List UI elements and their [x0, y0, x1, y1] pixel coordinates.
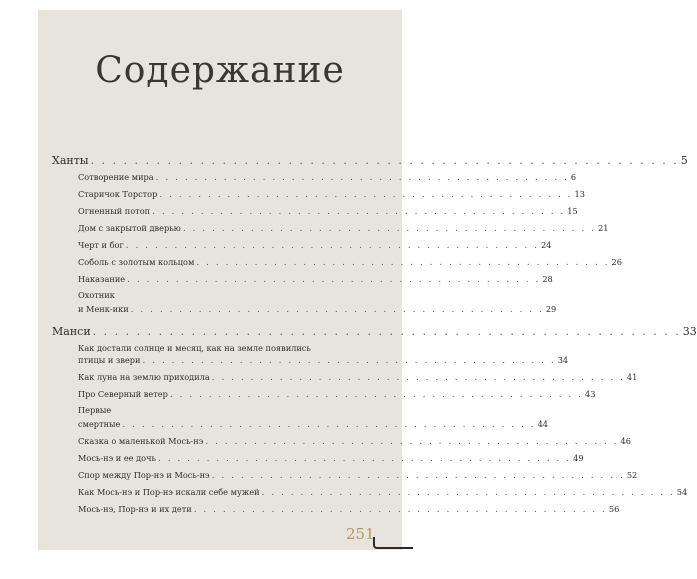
entry-title: Как Мось-нэ и Пор-нэ искали себе мужей: [78, 487, 260, 497]
leader-dots: . . . . . . . . . . . . . . . . . . . . . . . . . . . . . . . . . . . . . . . . . . .: [159, 190, 573, 200]
leader-dots: . . . . . . . . . . . . . . . . . . . . . . . . . . . . . . . . . . . . . . . . . . .: [130, 305, 544, 315]
entry-page: 46: [620, 436, 631, 446]
entry-title: Спор между Пор-нэ и Мось-нэ: [78, 470, 210, 480]
entry-title: Мось-нэ и ее дочь: [78, 453, 156, 463]
entry-title: Мось-нэ, Пор-нэ и их дети: [78, 504, 192, 514]
entry-title-line1: Охотник: [78, 290, 115, 300]
section-title: Ханты: [52, 154, 89, 167]
entry-page: 56: [608, 504, 620, 514]
leader-dots: . . . . . . . . . . . . . . . . . . . . . . . . . . . . . . . . . . . . . . . . . . .: [125, 241, 539, 251]
entry-page: 13: [574, 189, 585, 199]
leader-dots: . . . . . . . . . . . . . . . . . . . . . . . . . . . . . . . . . . . . . . . . . . . . . . . . . . . . . .: [90, 154, 679, 167]
entry-title-line1: Как достали солнце и месяц, как на земле появились: [78, 343, 311, 353]
entry-page: 41: [626, 372, 638, 382]
leader-dots: . . . . . . . . . . . . . . . . . . . . . . . . . . . . . . . . . . . . . . . . . . .: [196, 258, 610, 268]
leader-dots: . . . . . . . . . . . . . . . . . . . . . . . . . . . . . . . . . . . . . . . . . . .: [127, 275, 541, 285]
toc-entry: [78, 453, 584, 469]
entry-page: 24: [540, 240, 552, 250]
toc-entry: [78, 257, 622, 273]
entry-page: 29: [545, 304, 557, 314]
toc-entry: [78, 436, 631, 452]
entry-page: 44: [537, 419, 548, 429]
toc-entry: [78, 504, 620, 520]
entry-title: Наказание: [78, 274, 126, 284]
toc-entry: [78, 355, 569, 371]
leader-dots: . . . . . . . . . . . . . . . . . . . . . . . . . . . . . . . . . . . . . . . . . . . . . . . . . . . . . .: [92, 325, 681, 338]
entry-title: Сказка о маленькой Мось-нэ: [78, 436, 204, 446]
entry-page: 15: [567, 206, 578, 216]
toc-entry: [78, 389, 596, 405]
page-edge-mark: [373, 537, 413, 549]
book-page: [38, 10, 697, 550]
leader-dots: . . . . . . . . . . . . . . . . . . . . . . . . . . . . . . . . . . . . . . . . . . .: [157, 454, 572, 464]
entry-title: Соболь с золотым кольцом: [78, 257, 195, 267]
entry-title: Старичок Торстор: [78, 189, 158, 199]
entry-title: Как луна на землю приходила: [78, 372, 210, 382]
toc-entry: [78, 223, 609, 239]
leader-dots: . . . . . . . . . . . . . . . . . . . . . . . . . . . . . . . . . . . . . . . . . . .: [193, 505, 607, 515]
leader-dots: . . . . . . . . . . . . . . . . . . . . . . . . . . . . . . . . . . . . . . . . . . .: [155, 173, 569, 183]
leader-dots: . . . . . . . . . . . . . . . . . . . . . . . . . . . . . . . . . . . . . . . . . . .: [122, 420, 536, 430]
section-page: 33: [682, 325, 697, 338]
section-title: Манси: [52, 325, 91, 338]
section-page: 5: [680, 154, 688, 167]
entry-page: 26: [611, 257, 622, 267]
leader-dots: . . . . . . . . . . . . . . . . . . . . . . . . . . . . . . . . . . . . . . . . . . .: [182, 224, 596, 234]
leader-dots: . . . . . . . . . . . . . . . . . . . . . . . . . . . . . . . . . . . . . . . . . . .: [169, 390, 583, 400]
page-number: 251: [346, 525, 375, 543]
entry-title: Дом с закрытой дверью: [78, 223, 181, 233]
leader-dots: . . . . . . . . . . . . . . . . . . . . . . . . . . . . . . . . . . . . . . . . . . .: [211, 373, 625, 383]
toc-entry: [78, 240, 552, 256]
entry-page: 6: [570, 172, 577, 182]
section-khanty: [52, 154, 688, 170]
leader-dots: . . . . . . . . . . . . . . . . . . . . . . . . . . . . . . . . . . . . . . . . . . .: [261, 488, 675, 498]
entry-page: 28: [542, 274, 553, 284]
entry-title: и Менк-ики: [78, 304, 129, 314]
toc-entry: [78, 304, 557, 320]
entry-title: Сотворение мира: [78, 172, 154, 182]
page-title: Содержание: [95, 50, 345, 91]
toc-entry: [78, 470, 638, 486]
toc-entry: [78, 487, 688, 503]
entry-page: 34: [557, 355, 569, 365]
toc-entry: [78, 172, 577, 188]
entry-title-line1: Первые: [78, 405, 112, 415]
toc-entry: [78, 419, 548, 435]
entry-title: смертные: [78, 419, 121, 429]
section-mansi: [52, 325, 697, 341]
entry-page: 21: [597, 223, 609, 233]
entry-page: 49: [573, 453, 584, 463]
leader-dots: . . . . . . . . . . . . . . . . . . . . . . . . . . . . . . . . . . . . . . . . . . .: [205, 437, 619, 447]
entry-title: Про Северный ветер: [78, 389, 168, 399]
entry-title: Огненный потоп: [78, 206, 151, 216]
entry-page: 43: [585, 389, 596, 399]
toc-entry: [78, 206, 578, 222]
toc-entry: [78, 274, 553, 290]
entry-title: Черт и бог: [78, 240, 124, 250]
leader-dots: . . . . . . . . . . . . . . . . . . . . . . . . . . . . . . . . . . . . . . . . . . .: [152, 207, 566, 217]
toc-entry: [78, 372, 638, 388]
entry-title: птицы и звери: [78, 355, 141, 365]
entry-page: 54: [676, 487, 688, 497]
entry-page: 52: [626, 470, 638, 480]
leader-dots: . . . . . . . . . . . . . . . . . . . . . . . . . . . . . . . . . . . . . . . . . . .: [142, 356, 556, 366]
toc-entry: [78, 189, 585, 205]
leader-dots: . . . . . . . . . . . . . . . . . . . . . . . . . . . . . . . . . . . . . . . . . . .: [211, 471, 625, 481]
